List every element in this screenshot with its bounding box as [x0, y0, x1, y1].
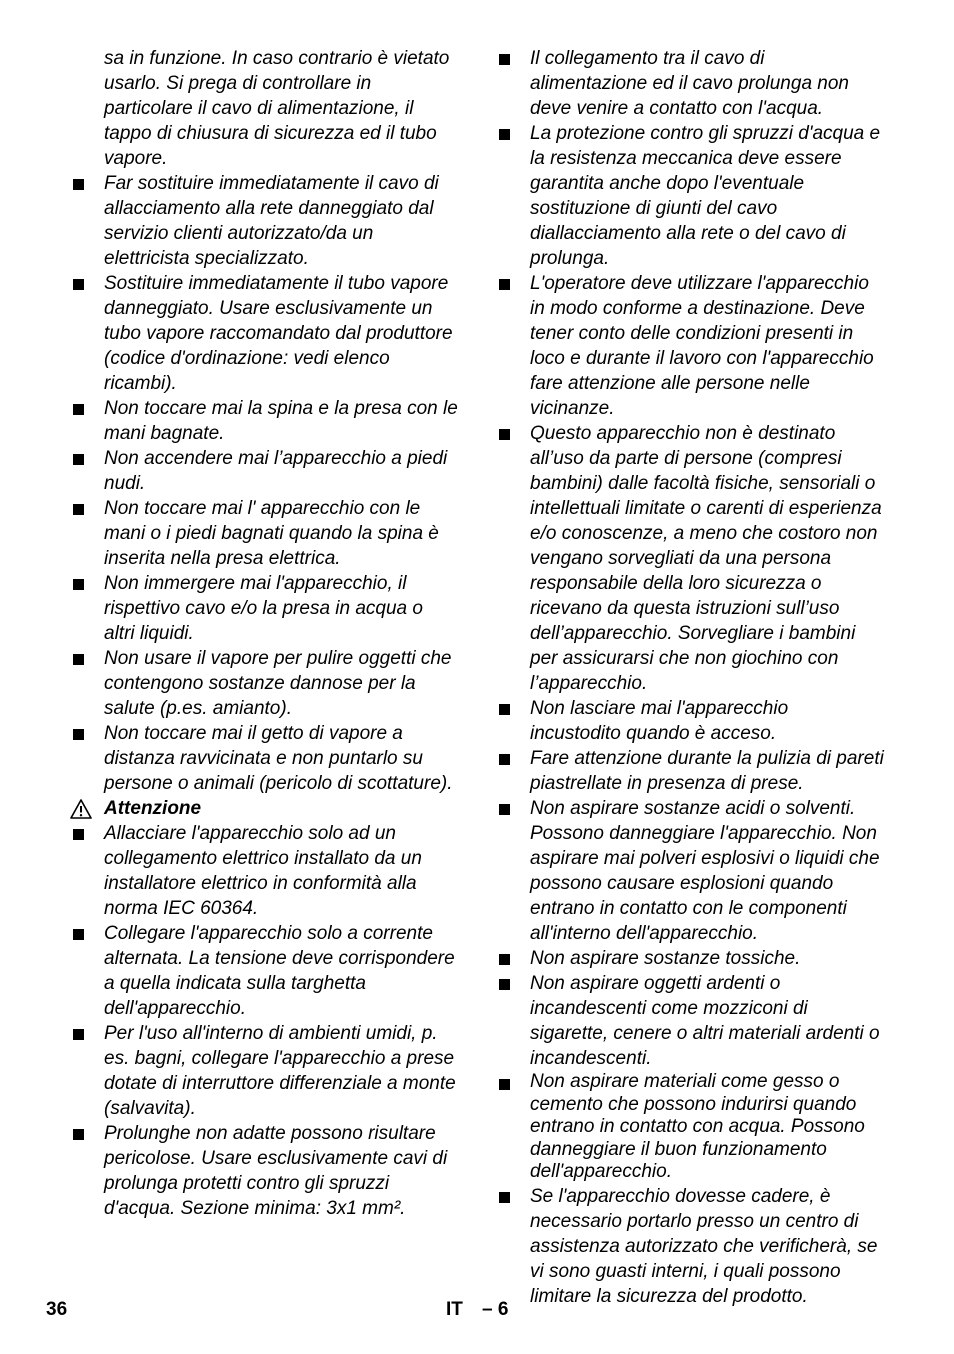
- bullet-item: [70, 1121, 458, 1221]
- bullet-item: [496, 971, 884, 1071]
- section-number: – 6: [482, 1299, 509, 1320]
- bullet-item: [496, 421, 884, 696]
- bullet-item: [496, 271, 884, 421]
- warning-heading: [70, 796, 458, 821]
- bullet-item: [70, 821, 458, 921]
- bullet-item: [70, 646, 458, 721]
- bullet-item: [496, 46, 884, 121]
- bullet-item: [496, 696, 884, 746]
- page-number: 36: [46, 1299, 68, 1320]
- bullet-item: [496, 946, 884, 971]
- square-bullet-icon: [499, 979, 510, 990]
- continued-paragraph: [70, 46, 458, 171]
- item-text: Non lasciare mai l'apparecchio incustodito quando è acceso.: [530, 698, 789, 744]
- item-text: sa in funzione. In caso contrario è vietato usarlo. Si prega di controllare in particolare il cavo di alimentazione, il tappo di chiusura di sicurezza ed il tubo vapore.: [104, 48, 450, 169]
- square-bullet-icon: [73, 1129, 84, 1140]
- square-bullet-icon: [73, 179, 84, 190]
- bullet-item: [70, 396, 458, 446]
- item-text: Non toccare mai l' apparecchio con le mani o i piedi bagnati quando la spina è inserita nella presa elettrica.: [104, 498, 439, 569]
- square-bullet-icon: [73, 654, 84, 665]
- item-text: Non accendere mai l’apparecchio a piedi nudi.: [104, 448, 448, 494]
- bullet-item: [70, 1021, 458, 1121]
- square-bullet-icon: [499, 129, 510, 140]
- bullet-item: [496, 1071, 884, 1184]
- item-text: Non aspirare sostanze acidi o solventi. Possono danneggiare l'apparecchio. Non aspirare mai polveri esplosivi o liquidi che possono causare esplosioni quando entrano in contatto con le componenti all'interno dell'apparecchio.: [530, 798, 880, 944]
- square-bullet-icon: [73, 504, 84, 515]
- square-bullet-icon: [73, 729, 84, 740]
- item-text: Non toccare mai il getto di vapore a distanza ravvicinata e non puntarlo su persone o animali (pericolo di scottature).: [104, 723, 453, 794]
- square-bullet-icon: [499, 754, 510, 765]
- item-text: Prolunghe non adatte possono risultare pericolose. Usare esclusivamente cavi di prolunga protetti contro gli spruzzi d'acqua. Sezione minima: 3x1 mm².: [104, 1123, 448, 1219]
- square-bullet-icon: [73, 279, 84, 290]
- bullet-item: [496, 121, 884, 271]
- square-bullet-icon: [499, 704, 510, 715]
- item-text: Se l'apparecchio dovesse cadere, è necessario portarlo presso un centro di assistenza autorizzato che verificherà, se vi sono guasti interni, i quali possono limitare la sicurezza del prodotto.: [530, 1185, 878, 1307]
- square-bullet-icon: [73, 1029, 84, 1040]
- item-text: Sostituire immediatamente il tubo vapore danneggiato. Usare esclusivamente un tubo vapore raccomandato dal produttore (codice d'ordinazione: vedi elenco ricambi).: [104, 273, 453, 394]
- bullet-item: [496, 1184, 884, 1309]
- item-text: Far sostituire immediatamente il cavo di allacciamento alla rete danneggiato dal servizio clienti autorizzato/da un elettricista specializzato.: [104, 173, 439, 269]
- item-text: Non usare il vapore per pulire oggetti che contengono sostanze dannose per la salute (p.es. amianto).: [104, 648, 452, 719]
- item-text: Collegare l'apparecchio solo a corrente alternata. La tensione deve corrispondere a quella indicata sulla targhetta dell'apparecchio.: [104, 923, 455, 1019]
- left-column: [70, 46, 458, 1221]
- square-bullet-icon: [499, 54, 510, 65]
- bullet-item: [496, 746, 884, 796]
- square-bullet-icon: [499, 1079, 510, 1090]
- square-bullet-icon: [73, 454, 84, 465]
- item-text: Per l'uso all'interno di ambienti umidi, p. es. bagni, collegare l'apparecchio a prese dotate di interruttore differenziale a monte (salvavita).: [104, 1023, 456, 1119]
- item-text: Non aspirare materiali come gesso o cemento che possono indurirsi quando entrano in contatto con acqua. Possono danneggiare il buon funzionamento dell'apparecchio.: [530, 1071, 865, 1182]
- warning-triangle-icon: [70, 798, 92, 820]
- square-bullet-icon: [73, 929, 84, 940]
- square-bullet-icon: [499, 1192, 510, 1203]
- item-text: La protezione contro gli spruzzi d'acqua e la resistenza meccanica deve essere garantita anche dopo l'eventuale sostituzione di giunti del cavo diallacciamento alla rete o del cavo di prolunga.: [530, 123, 881, 269]
- square-bullet-icon: [499, 279, 510, 290]
- item-text: Non immergere mai l'apparecchio, il rispettivo cavo e/o la presa in acqua o altri liquidi.: [104, 573, 423, 644]
- bullet-item: [70, 271, 458, 396]
- item-text: Allacciare l'apparecchio solo ad un collegamento elettrico installato da un installatore elettrico in conformità alla norma IEC 60364.: [104, 823, 422, 919]
- bullet-item: [70, 571, 458, 646]
- square-bullet-icon: [499, 804, 510, 815]
- square-bullet-icon: [73, 404, 84, 415]
- bullet-item: [70, 496, 458, 571]
- square-bullet-icon: [499, 429, 510, 440]
- item-text: Non aspirare sostanze tossiche.: [530, 948, 801, 969]
- item-text: Non aspirare oggetti ardenti o incandescenti come mozziconi di sigarette, cenere o altri materiali ardenti o incandescenti.: [530, 973, 880, 1069]
- bullet-item: [70, 921, 458, 1021]
- item-text: Fare attenzione durante la pulizia di pareti piastrellate in presenza di prese.: [530, 748, 884, 794]
- item-text: Il collegamento tra il cavo di alimentazione ed il cavo prolunga non deve venire a contatto con l'acqua.: [530, 48, 849, 119]
- bullet-item: [70, 721, 458, 796]
- bullet-item: [70, 171, 458, 271]
- item-text: Attenzione: [104, 798, 202, 819]
- right-column: [496, 46, 884, 1309]
- square-bullet-icon: [499, 954, 510, 965]
- square-bullet-icon: [73, 579, 84, 590]
- square-bullet-icon: [73, 829, 84, 840]
- bullet-item: [496, 796, 884, 946]
- item-text: Non toccare mai la spina e la presa con le mani bagnate.: [104, 398, 458, 444]
- language-code: IT: [446, 1299, 463, 1320]
- bullet-item: [70, 446, 458, 496]
- item-text: L'operatore deve utilizzare l'apparecchio in modo conforme a destinazione. Deve tener conto delle condizioni presenti in loco e durante il lavoro con l'apparecchio fare attenzione alle persone nelle vicinanze.: [530, 273, 874, 419]
- item-text: Questo apparecchio non è destinato all’uso da parte di persone (compresi bambini) dalle facoltà fisiche, sensoriali o intellettuali limitate o carenti di esperienza e/o conoscenze, a meno che costoro non vengano sorvegliati da una persona responsabile della loro sicurezza o ricevano da questa istruzioni sull’uso dell’apparecchio. Sorvegliare i bambini per assicurarsi che non giochino con l’apparecchio.: [530, 423, 882, 694]
